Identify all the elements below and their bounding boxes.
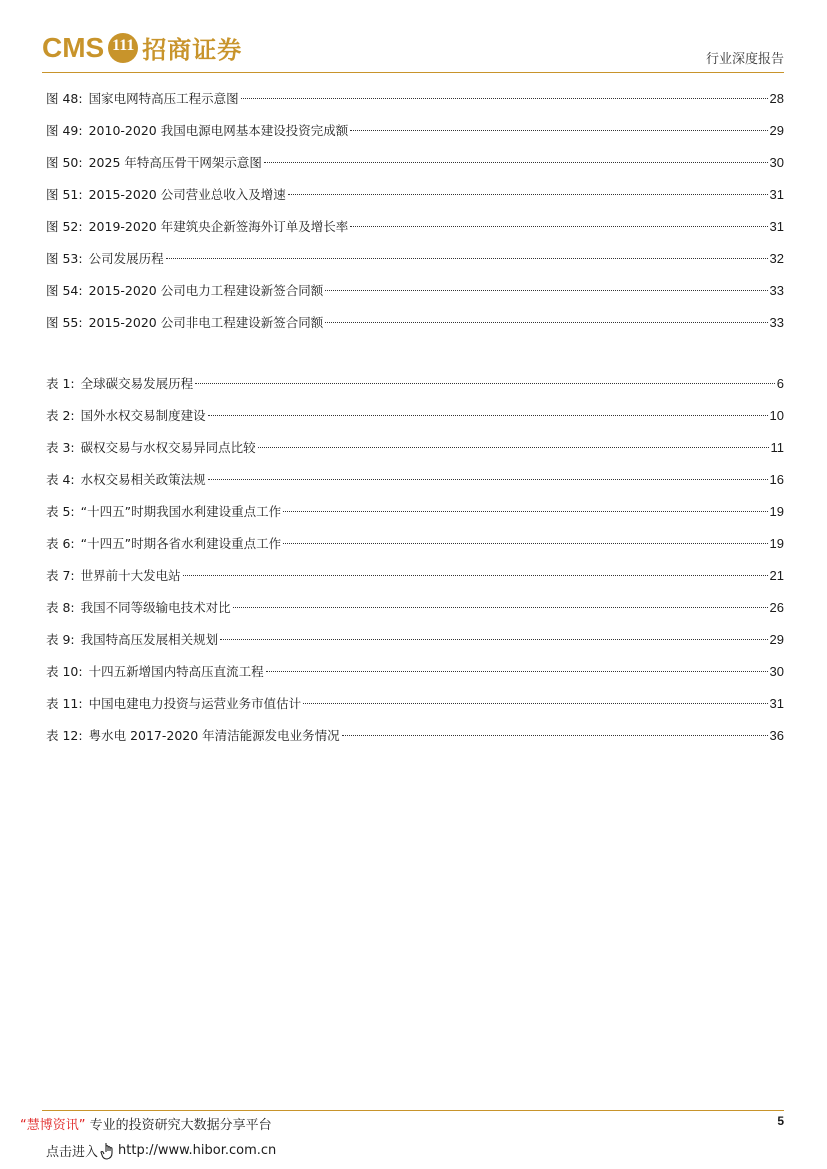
dot-leader (325, 322, 767, 323)
table-page-number: 21 (769, 568, 784, 583)
dot-leader (288, 194, 768, 195)
table-label: 表 9: (46, 632, 75, 647)
figure-entry[interactable] (46, 89, 784, 121)
figure-title: 2025 年特高压骨干网架示意图 (88, 155, 262, 170)
figure-page-number: 33 (769, 315, 784, 330)
table-title: 中国电建电力投资与运营业务市值估计 (88, 696, 302, 711)
table-label: 表 4: (46, 472, 75, 487)
table-page-number: 10 (769, 408, 784, 423)
figure-page-number: 28 (769, 91, 784, 106)
dot-leader (241, 98, 768, 99)
table-label: 表 6: (46, 536, 75, 551)
table-label: 表 7: (46, 568, 75, 583)
dot-leader (208, 415, 768, 416)
table-page-number: 19 (769, 536, 784, 551)
table-entry[interactable] (46, 470, 784, 502)
figure-page-number: 33 (769, 283, 784, 298)
table-title: 粤水电 2017-2020 年清洁能源发电业务情况 (88, 728, 340, 743)
figure-label: 图 52: (46, 219, 83, 234)
table-title: 水权交易相关政策法规 (80, 472, 206, 487)
table-title: “十四五”时期各省水利建设重点工作 (80, 536, 282, 551)
figure-entry[interactable] (46, 281, 784, 313)
table-page-number: 6 (776, 376, 784, 391)
figure-list (46, 89, 784, 345)
table-title: 世界前十大发电站 (80, 568, 181, 583)
table-entry[interactable] (46, 598, 784, 630)
dot-leader (283, 543, 767, 544)
figure-title: 2015-2020 公司非电工程建设新签合同额 (88, 315, 324, 330)
footer-enter-text: 点击进入 (46, 1145, 99, 1160)
figure-title: 2019-2020 年建筑央企新签海外订单及增长率 (88, 219, 349, 234)
figure-entry[interactable] (46, 153, 784, 185)
table-label: 表 12: (46, 728, 83, 743)
figure-label: 图 53: (46, 251, 83, 266)
dot-leader (325, 290, 767, 291)
dot-leader (264, 162, 768, 163)
dot-leader (303, 703, 767, 704)
table-page-number: 19 (769, 504, 784, 519)
footer-link-row (46, 1141, 276, 1160)
table-page-number: 29 (769, 632, 784, 647)
table-entry[interactable] (46, 662, 784, 694)
table-entry[interactable] (46, 566, 784, 598)
cms-logo (42, 30, 242, 65)
table-list (46, 374, 784, 758)
table-label: 表 3: (46, 440, 75, 455)
table-page-number: 16 (769, 472, 784, 487)
figure-entry[interactable] (46, 313, 784, 345)
logo-emblem-icon (108, 33, 138, 63)
table-page-number: 30 (769, 664, 784, 679)
figure-title: 公司发展历程 (88, 251, 164, 266)
dot-leader (266, 671, 768, 672)
footer-slogan: 专业的投资研究大数据分享平台 (89, 1118, 272, 1133)
figure-label: 图 48: (46, 91, 83, 106)
dot-leader (195, 383, 775, 384)
dot-leader (258, 447, 769, 448)
figure-entry[interactable] (46, 249, 784, 281)
figure-page-number: 32 (769, 251, 784, 266)
table-page-number: 26 (769, 600, 784, 615)
figure-entry[interactable] (46, 185, 784, 217)
figure-page-number: 29 (769, 123, 784, 138)
figure-title: 2015-2020 公司电力工程建设新签合同额 (88, 283, 324, 298)
figure-page-number: 31 (769, 219, 784, 234)
figure-entry[interactable] (46, 121, 784, 153)
table-label: 表 2: (46, 408, 75, 423)
table-title: 国外水权交易制度建设 (80, 408, 206, 423)
dot-leader (166, 258, 768, 259)
figure-label: 图 51: (46, 187, 83, 202)
figure-title: 国家电网特高压工程示意图 (88, 91, 239, 106)
table-page-number: 11 (770, 440, 784, 455)
table-title: 全球碳交易发展历程 (80, 376, 194, 391)
table-page-number: 36 (769, 728, 784, 743)
page-number: 5 (777, 1114, 784, 1128)
figure-page-number: 31 (769, 187, 784, 202)
page-header (0, 0, 827, 80)
figure-label: 图 55: (46, 315, 83, 330)
logo-emblem-text: 111 (112, 36, 135, 54)
table-title: “十四五”时期我国水利建设重点工作 (80, 504, 282, 519)
dot-leader (342, 735, 768, 736)
table-entry[interactable] (46, 502, 784, 534)
figure-page-number: 30 (769, 155, 784, 170)
table-page-number: 31 (769, 696, 784, 711)
dot-leader (183, 575, 768, 576)
logo-chinese-text: 招商证券 (142, 36, 243, 64)
footer-brand: “慧博资讯” (20, 1118, 86, 1133)
dot-leader (220, 639, 767, 640)
figure-title: 2015-2020 公司营业总收入及增速 (88, 187, 286, 202)
dot-leader (350, 130, 767, 131)
dot-leader (208, 479, 768, 480)
table-title: 我国不同等级输电技术对比 (80, 600, 231, 615)
table-label: 表 1: (46, 376, 75, 391)
table-entry[interactable] (46, 726, 784, 758)
table-title: 我国特高压发展相关规划 (80, 632, 219, 647)
footer-url-link[interactable]: http://www.hibor.com.cn (118, 1143, 277, 1158)
table-entry[interactable] (46, 534, 784, 566)
footer-divider (42, 1110, 784, 1111)
table-entry[interactable] (46, 374, 784, 406)
table-label: 表 8: (46, 600, 75, 615)
table-label: 表 11: (46, 696, 83, 711)
figure-entry[interactable] (46, 217, 784, 249)
table-label: 表 10: (46, 664, 83, 679)
table-title: 碳权交易与水权交易异同点比较 (80, 440, 256, 455)
report-type: 行业深度报告 (705, 52, 784, 67)
footer-tagline (20, 1114, 272, 1133)
table-label: 表 5: (46, 504, 75, 519)
dot-leader (350, 226, 767, 227)
logo-latin-text: CMS (42, 31, 105, 63)
table-entry[interactable] (46, 438, 784, 470)
figure-label: 图 54: (46, 283, 83, 298)
dot-leader (233, 607, 768, 608)
figure-label: 图 49: (46, 123, 83, 138)
table-entry[interactable] (46, 406, 784, 438)
header-divider (42, 72, 784, 73)
figure-label: 图 50: (46, 155, 83, 170)
table-title: 十四五新增国内特高压直流工程 (88, 664, 264, 679)
table-entry[interactable] (46, 694, 784, 726)
pointing-hand-icon (100, 1142, 116, 1160)
table-entry[interactable] (46, 630, 784, 662)
figure-title: 2010-2020 我国电源电网基本建设投资完成额 (88, 123, 349, 138)
dot-leader (283, 511, 767, 512)
